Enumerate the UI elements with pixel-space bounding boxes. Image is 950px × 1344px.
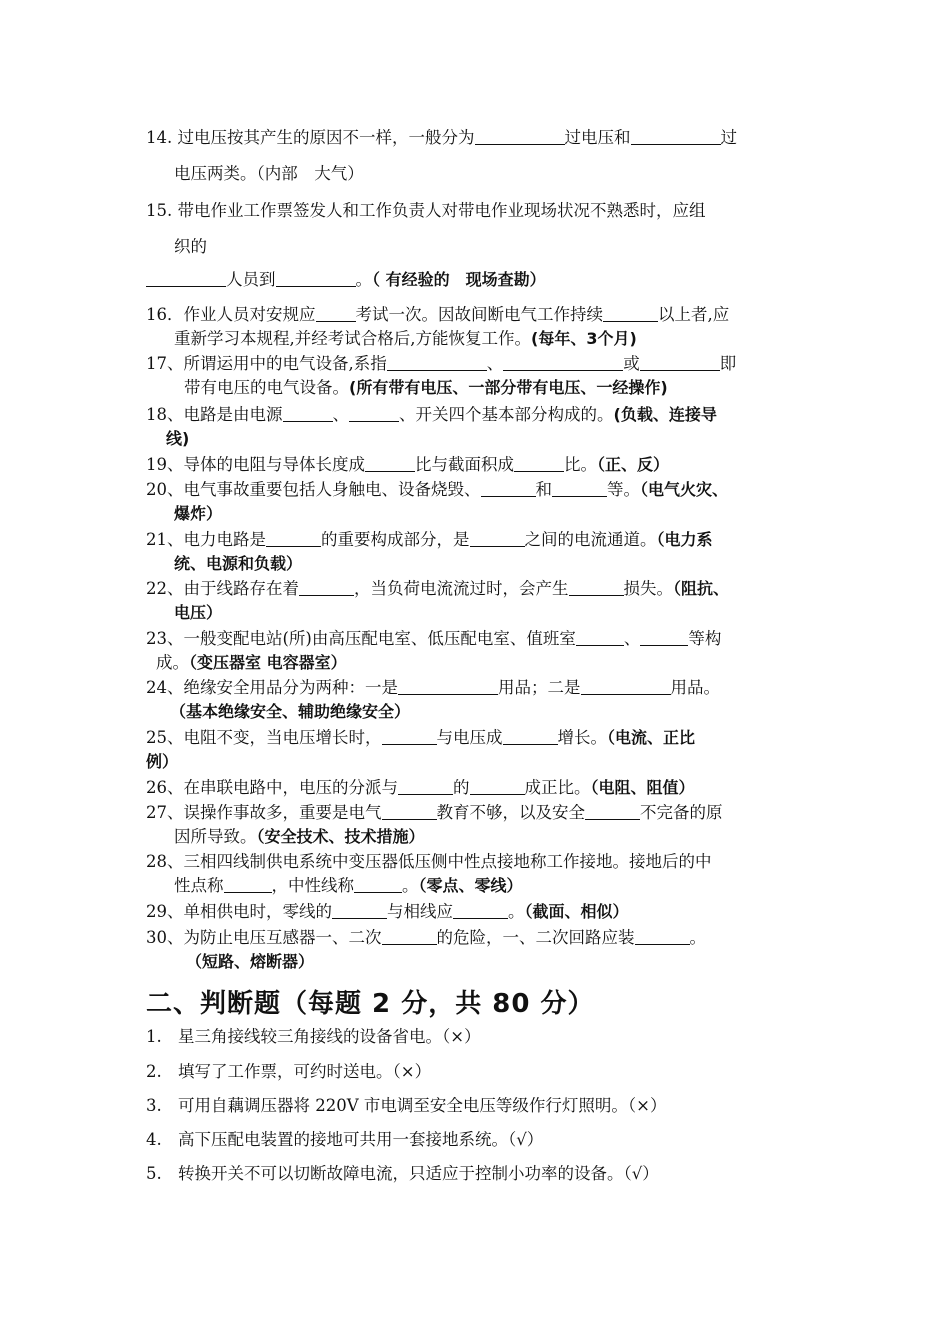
question-text: 损失。: [623, 579, 673, 598]
question-text: 增长。: [557, 728, 607, 747]
answer-blank: [283, 403, 333, 422]
answer-key: （电力系: [656, 530, 713, 549]
question-19: [146, 453, 814, 477]
question-18: [146, 403, 814, 451]
answer-blank: [349, 403, 399, 422]
item-number: 2.: [146, 1062, 162, 1081]
answer-blank: [387, 352, 487, 371]
question-text: 15. 带电作业工作票签发人和工作负责人对带电作业现场状况不熟悉时，应组: [146, 201, 706, 220]
question-text: 织的: [174, 237, 207, 256]
question-text: 23、一般变配电站(所)由高压配电室、低压配电室、值班室: [146, 629, 576, 648]
question-text: 17、所谓运用中的电气设备,系指: [146, 354, 387, 373]
answer-blank: [146, 268, 226, 287]
question-25: [146, 726, 814, 774]
question-text: 成正比。: [524, 778, 591, 797]
question-16: [146, 303, 814, 351]
answer-blank: [635, 926, 690, 945]
question-text: 29、单相供电时，零线的: [146, 902, 332, 921]
answer-blank: [365, 453, 415, 472]
item-text: 填写了工作票，可约时送电。（×）: [178, 1062, 432, 1081]
answer-key: (每年、3个月): [531, 329, 637, 348]
question-17: [146, 352, 814, 400]
question-15-line3: [146, 268, 814, 292]
question-21: [146, 528, 814, 576]
question-text: 比。: [564, 455, 597, 474]
question-text: ，当负荷电流流过时，会产生: [354, 579, 569, 598]
item-text: 高下压配电装置的接地可共用一套接地系统。（√）: [178, 1130, 544, 1149]
answer-blank: [569, 577, 624, 596]
item-number: 3.: [146, 1096, 162, 1115]
answer-blank: [514, 453, 564, 472]
question-text: 电压两类。（内部 大气）: [174, 164, 364, 183]
question-29: [146, 900, 814, 924]
question-text: 18、电路是由电源: [146, 405, 283, 424]
question-text: 教育不够，以及安全: [436, 803, 585, 822]
section-heading: 二、判断题（每题 2 分，共 80 分）: [146, 989, 595, 1019]
answer-key: （截面、相似）: [524, 902, 629, 921]
answer-key: （基本绝缘安全、辅助绝缘安全）: [170, 702, 411, 721]
answer-key: (所有带有电压、一部分带有电压、一经操作): [349, 378, 668, 397]
answer-key: （ 有经验的 现场查勘）: [372, 270, 546, 289]
answer-blank: [382, 726, 437, 745]
question-text: 16．作业人员对安规应: [146, 305, 316, 324]
answer-blank: [316, 303, 356, 322]
answer-key: 线): [166, 429, 190, 448]
question-text: 28、三相四线制供电系统中变压器低压侧中性点接地称工作接地。接地后的中: [146, 852, 712, 871]
answer-key: （阻抗、: [673, 579, 730, 598]
answer-key: （电流、正比: [607, 728, 696, 747]
answer-blank: [354, 874, 402, 893]
item-text: 星三角接线较三角接线的设备省电。（×）: [178, 1027, 481, 1046]
question-23: [146, 627, 814, 675]
answer-blank: [276, 268, 356, 287]
question-text: 、: [332, 405, 349, 424]
judge-item: [146, 1128, 543, 1152]
question-20: [146, 478, 814, 526]
answer-key: （电阻、阻值）: [590, 778, 695, 797]
answer-key: （变压器室 电容器室）: [189, 653, 347, 672]
question-text: 用品；二是: [498, 678, 581, 697]
question-30: [146, 926, 814, 974]
answer-blank: [503, 352, 623, 371]
answer-blank: [470, 776, 525, 795]
answer-blank: [576, 627, 624, 646]
answer-key: 爆炸）: [174, 504, 223, 523]
question-text: 30、为防止电压互感器一、二次: [146, 928, 382, 947]
answer-blank: [398, 676, 498, 695]
answer-blank: [382, 926, 437, 945]
answer-blank: [481, 478, 536, 497]
question-28: [146, 850, 814, 898]
answer-blank: [640, 352, 720, 371]
question-text: 14. 过电压按其产生的原因不一样，一般分为: [146, 128, 475, 147]
answer-blank: [475, 126, 565, 145]
answer-blank: [503, 726, 558, 745]
question-text: 过: [720, 128, 737, 147]
question-text: 的危险，一、二次回路应装: [436, 928, 635, 947]
answer-blank: [470, 528, 525, 547]
answer-key: （安全技术、技术措施）: [256, 827, 425, 846]
question-text: 27、误操作事故多，重要是电气: [146, 803, 382, 822]
question-text: 的重要构成部分，是: [321, 530, 470, 549]
item-number: 1.: [146, 1027, 162, 1046]
question-15: [146, 198, 814, 260]
question-text: 因所导致。: [174, 827, 257, 846]
answer-blank: [332, 900, 387, 919]
question-text: 25、电阻不变，当电压增长时，: [146, 728, 382, 747]
answer-blank: [299, 577, 354, 596]
question-text: 之间的电流通道。: [524, 530, 657, 549]
question-text: 用品。: [670, 678, 720, 697]
question-text: 与电压成: [436, 728, 503, 747]
answer-blank: [631, 126, 721, 145]
question-text: 不完备的原: [640, 803, 723, 822]
question-text: 考试一次。因故间断电气工作持续: [355, 305, 603, 324]
answer-blank: [266, 528, 321, 547]
question-22: [146, 577, 814, 625]
question-text: 。: [355, 270, 372, 289]
question-text: 重新学习本规程,并经考试合格后,方能恢复工作。: [174, 329, 531, 348]
question-text: 带有电压的电气设备。: [184, 378, 349, 397]
question-text: 和: [535, 480, 552, 499]
answer-key: （电气火灾、: [640, 480, 729, 499]
judge-item: [146, 1094, 666, 1118]
question-14: [146, 125, 814, 187]
question-text: 性点称: [174, 876, 224, 895]
question-text: 。: [402, 876, 419, 895]
question-text: 26、在串联电路中，电压的分派与: [146, 778, 398, 797]
answer-key: (负载、连接导: [613, 405, 717, 424]
question-text: 与相线应: [387, 902, 453, 921]
judge-item: [146, 1060, 431, 1084]
answer-blank: [224, 874, 272, 893]
question-text: 21、电力电路是: [146, 530, 266, 549]
answer-blank: [581, 676, 671, 695]
answer-blank: [453, 900, 508, 919]
answer-blank: [552, 478, 607, 497]
question-text: 、: [623, 629, 641, 648]
answer-blank: [585, 801, 640, 820]
answer-key: 统、电源和负载）: [174, 554, 303, 573]
item-text: 可用自藕调压器将 220V 市电调至安全电压等级作行灯照明。（×）: [178, 1096, 667, 1115]
answer-blank: [603, 303, 658, 322]
answer-key: 电压）: [174, 603, 223, 622]
question-text: 等。: [607, 480, 640, 499]
question-24: [146, 676, 814, 724]
question-text: 22、由于线路存在着: [146, 579, 299, 598]
question-text: 、开关四个基本部分构成的。: [399, 405, 614, 424]
answer-blank: [398, 776, 453, 795]
question-text: 等构: [688, 629, 722, 648]
item-number: 5.: [146, 1164, 162, 1183]
question-text: 或: [623, 354, 640, 373]
question-text: 20、电气事故重要包括人身触电、设备烧毁、: [146, 480, 481, 499]
question-text: 过电压和: [564, 128, 631, 147]
question-text: 的: [453, 778, 470, 797]
answer-blank: [640, 627, 688, 646]
answer-key: （短路、熔断器）: [186, 952, 315, 971]
question-text: 即: [719, 354, 737, 373]
question-text: ，中性线称: [271, 876, 354, 895]
question-text: 比与截面积成: [415, 455, 514, 474]
judge-item: [146, 1025, 481, 1049]
item-text: 转换开关不可以切断故障电流，只适应于控制小功率的设备。（√）: [178, 1164, 659, 1183]
question-text: 人员到: [226, 270, 276, 289]
question-text: 、: [486, 354, 504, 373]
question-text: 。: [689, 928, 706, 947]
question-text: 以上者,应: [658, 305, 730, 324]
question-27: [146, 801, 814, 849]
question-text: 19、导体的电阻与导体长度成: [146, 455, 365, 474]
item-number: 4.: [146, 1130, 162, 1149]
answer-blank: [382, 801, 437, 820]
answer-key: 例）: [146, 752, 179, 771]
answer-key: （零点、零线）: [418, 876, 523, 895]
judge-item: [146, 1162, 659, 1186]
question-text: 。: [508, 902, 525, 921]
question-26: [146, 776, 814, 800]
question-text: 成。: [156, 653, 189, 672]
question-text: 24、绝缘安全用品分为两种：一是: [146, 678, 398, 697]
answer-key: （正、反）: [597, 455, 670, 474]
